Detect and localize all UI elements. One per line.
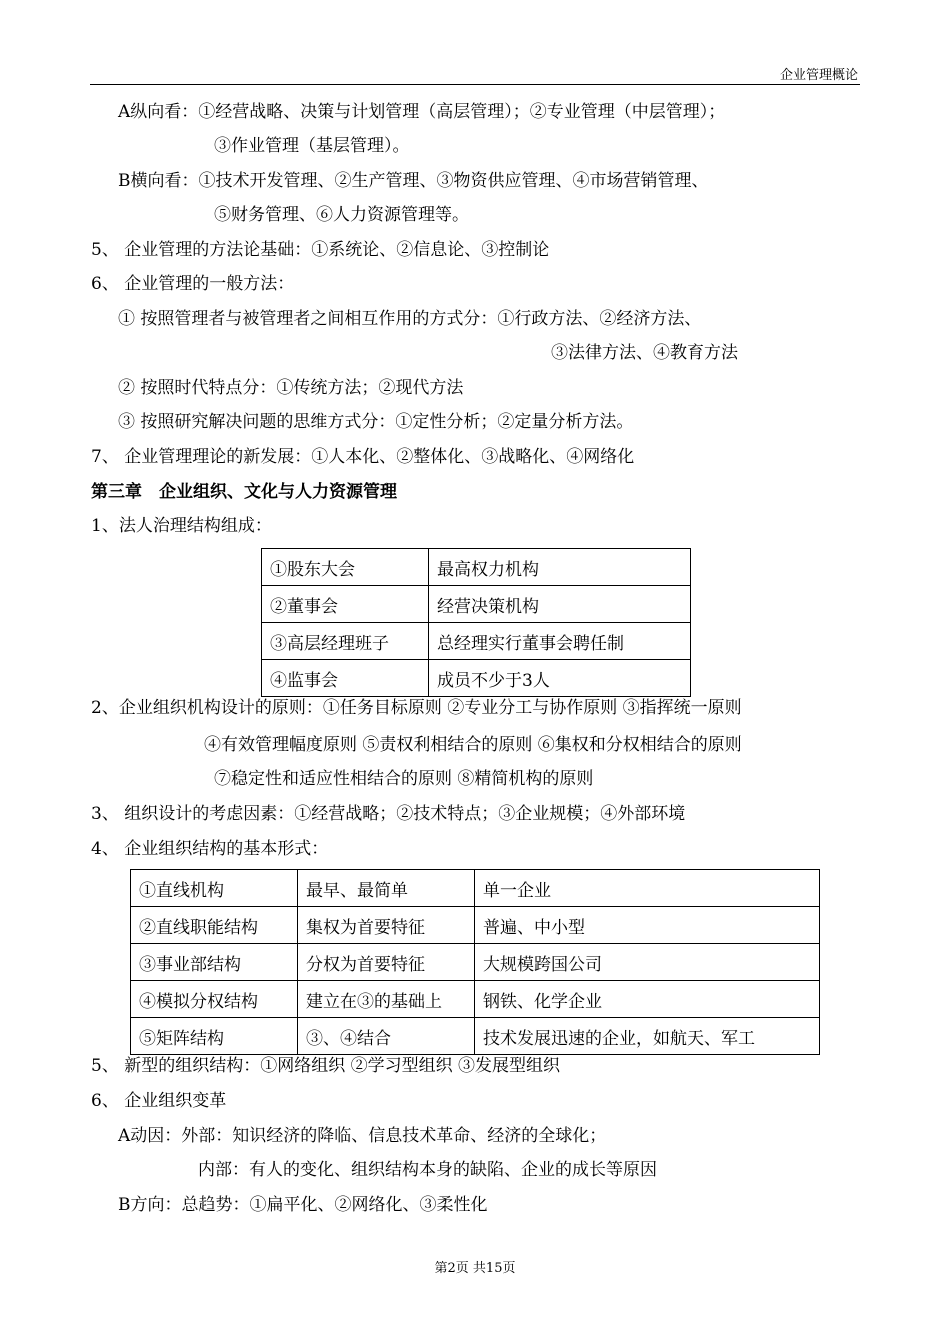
text-line: 7、 企业管理理论的新发展：①人本化、②整体化、③战略化、④网络化 (91, 447, 635, 467)
table-row (131, 981, 820, 1018)
table-cell: 最高权力机构 (429, 549, 691, 586)
table-row (131, 1018, 820, 1055)
table-cell: 经营决策机构 (429, 586, 691, 623)
text-line: A动因：外部：知识经济的降临、信息技术革命、经济的全球化； (118, 1126, 607, 1146)
table-cell: ④监事会 (262, 660, 429, 697)
table-cell: ①股东大会 (262, 549, 429, 586)
table-row (131, 907, 820, 944)
table-cell: 技术发展迅速的企业，如航天、军工 (475, 1018, 820, 1055)
table-row (262, 660, 691, 697)
table-cell: 普遍、中小型 (475, 907, 820, 944)
text-line: ③ 按照研究解决问题的思维方式分：①定性分析；②定量分析方法。 (118, 412, 634, 432)
text-line: ⑦稳定性和适应性相结合的原则 ⑧精简机构的原则 (214, 769, 594, 789)
text-line: 内部：有人的变化、组织结构本身的缺陷、企业的成长等原因 (198, 1160, 657, 1180)
header-rule (90, 84, 860, 85)
text-line: 5、 企业管理的方法论基础：①系统论、②信息论、③控制论 (91, 240, 550, 260)
text-line: ② 按照时代特点分：①传统方法；②现代方法 (118, 378, 464, 398)
page-number: 第2页 共15页 (434, 1261, 516, 1276)
table-cell: ④模拟分权结构 (131, 981, 298, 1018)
text-line: ① 按照管理者与被管理者之间相互作用的方式分：①行政方法、②经济方法、 (118, 309, 702, 329)
page-header-title: 企业管理概论 (779, 68, 858, 83)
table-row (262, 586, 691, 623)
table-row (131, 870, 820, 907)
text-line: 6、 企业管理的一般方法： (91, 274, 295, 294)
org-structure-table (130, 869, 820, 1055)
table-cell: ①直线机构 (131, 870, 298, 907)
table-cell: 成员不少于3人 (429, 660, 691, 697)
table-cell: ③、④结合 (298, 1018, 475, 1055)
table-cell: 单一企业 (475, 870, 820, 907)
table-cell: 最早、最简单 (298, 870, 475, 907)
text-line: ④有效管理幅度原则 ⑤责权利相结合的原则 ⑥集权和分权相结合的原则 (204, 735, 742, 755)
table-row (262, 623, 691, 660)
chapter-heading: 第三章 企业组织、文化与人力资源管理 (91, 482, 397, 502)
table-cell: ⑤矩阵结构 (131, 1018, 298, 1055)
text-line: ③法律方法、④教育方法 (551, 343, 738, 363)
text-line: 5、 新型的组织结构：①网络组织 ②学习型组织 ③发展型组织 (91, 1056, 561, 1076)
text-line: ③作业管理（基层管理）。 (214, 136, 410, 156)
table-cell: ②董事会 (262, 586, 429, 623)
text-line: 4、 企业组织结构的基本形式： (91, 839, 329, 859)
table-cell: ②直线职能结构 (131, 907, 298, 944)
governance-table (261, 548, 691, 697)
table-cell: ③事业部结构 (131, 944, 298, 981)
table-cell: 建立在③的基础上 (298, 981, 475, 1018)
table-row (131, 944, 820, 981)
text-line: 1、法人治理结构组成： (91, 516, 272, 536)
text-line: B横向看：①技术开发管理、②生产管理、③物资供应管理、④市场营销管理、 (118, 171, 709, 191)
table-cell: 钢铁、化学企业 (475, 981, 820, 1018)
table-cell: ③高层经理班子 (262, 623, 429, 660)
text-line: 6、 企业组织变革 (91, 1091, 227, 1111)
table-cell: 集权为首要特征 (298, 907, 475, 944)
text-line: 3、 组织设计的考虑因素：①经营战略；②技术特点；③企业规模；④外部环境 (91, 804, 686, 824)
text-line: ⑤财务管理、⑥人力资源管理等。 (214, 205, 469, 225)
text-line: A纵向看：①经营战略、决策与计划管理（高层管理）；②专业管理（中层管理）； (118, 102, 726, 122)
table-cell: 大规模跨国公司 (475, 944, 820, 981)
table-row (262, 549, 691, 586)
table-cell: 总经理实行董事会聘任制 (429, 623, 691, 660)
text-line: B方向：总趋势：①扁平化、②网络化、③柔性化 (118, 1195, 488, 1215)
table-cell: 分权为首要特征 (298, 944, 475, 981)
text-line: 2、企业组织机构设计的原则：①任务目标原则 ②专业分工与协作原则 ③指挥统一原则 (91, 698, 742, 718)
